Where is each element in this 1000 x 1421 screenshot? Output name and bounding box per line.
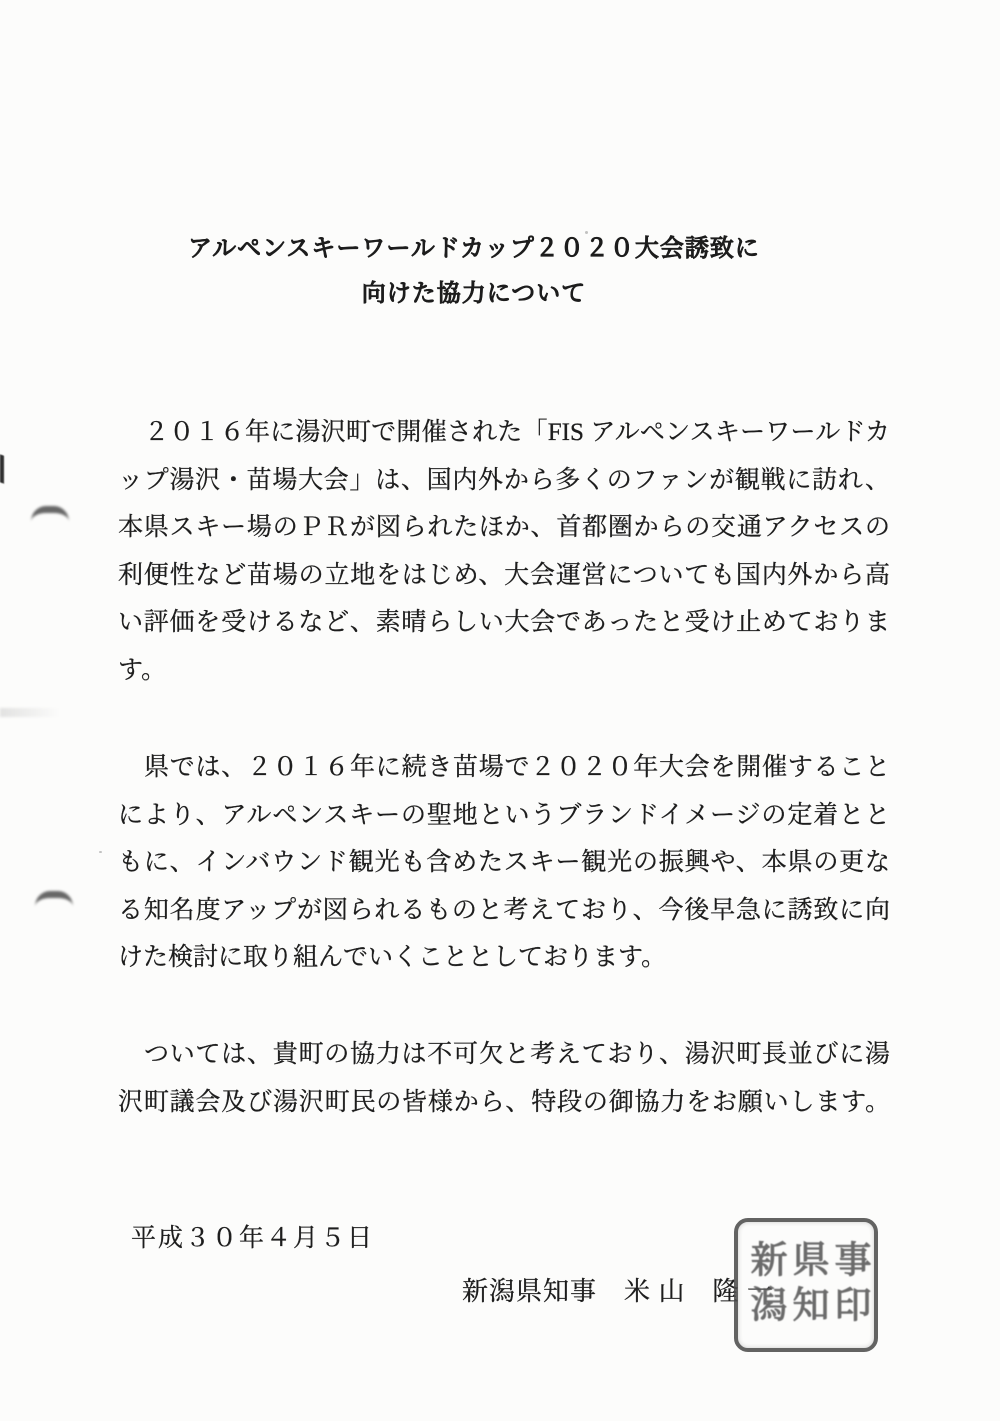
paragraph-1-line-4: 利便性など苗場の立地をはじめ、大会運営についても国内外から高: [118, 561, 890, 589]
document-date: 平成３０年４月５日: [131, 1225, 375, 1252]
seal-column-1: 新潟: [744, 1240, 785, 1330]
scan-edge-mark: [0, 454, 4, 483]
seal-column-2: 県知: [786, 1240, 827, 1330]
paragraph-1-line-3: 本県スキー場のＰＲが図られたほか、首都圏からの交通アクセスの: [118, 514, 890, 541]
seal-column-3: 事印: [828, 1240, 869, 1330]
paragraph-1-line-2: ップ湯沢・苗場大会」は、国内外から多くのファンが観戦に訪れ、: [118, 466, 890, 494]
paragraph-1-line-6: す。: [118, 656, 167, 684]
paragraph-3-line-1: ついては、貴町の協力は不可欠と考えており、湯沢町長並びに湯: [144, 1041, 890, 1068]
scan-speck: [99, 851, 102, 853]
title-line-2: 向けた協力について: [361, 281, 587, 307]
paragraph-2: [118, 744, 890, 982]
paragraph-2-line-2: により、アルペンスキーの聖地というブランドイメージの定着とと: [118, 801, 890, 829]
paragraph-1-line-5: い評価を受けるなど、素晴らしい大会であったと受け止めておりま: [118, 609, 890, 636]
paragraph-2-line-5: けた検討に取り組んでいくこととしております。: [118, 944, 667, 971]
scan-speck: [585, 231, 588, 234]
scan-speck: [830, 612, 832, 614]
document-title: [0, 227, 948, 317]
paragraph-1-line-1: ２０１６年に湯沢町で開催された「FIS アルペンスキーワールドカ: [144, 419, 890, 446]
paragraph-2-line-1: 県では、２０１６年に続き苗場で２０２０年大会を開催すること: [144, 754, 890, 781]
title-line-1: アルペンスキーワールドカップ２０２０大会誘致に: [188, 236, 760, 262]
paragraph-2-line-4: る知名度アップが図られるものと考えており、今後早急に誘致に向: [118, 896, 890, 924]
punch-hole-shadow-top: [31, 506, 69, 537]
paragraph-3-line-2: 沢町議会及び湯沢町民の皆様から、特段の御協力をお願いします。: [118, 1088, 890, 1116]
scan-streak: [0, 708, 60, 717]
paragraph-1: [118, 409, 890, 694]
paragraph-3: [118, 1031, 890, 1126]
punch-hole-shadow-bottom: [35, 891, 73, 922]
paragraph-2-line-3: もに、インバウンド観光も含めたスキー観光の振興や、本県の更な: [118, 849, 890, 876]
signature-governor: 新潟県知事 米 山 隆 一: [462, 1277, 775, 1306]
official-seal-stamp: [734, 1218, 878, 1352]
